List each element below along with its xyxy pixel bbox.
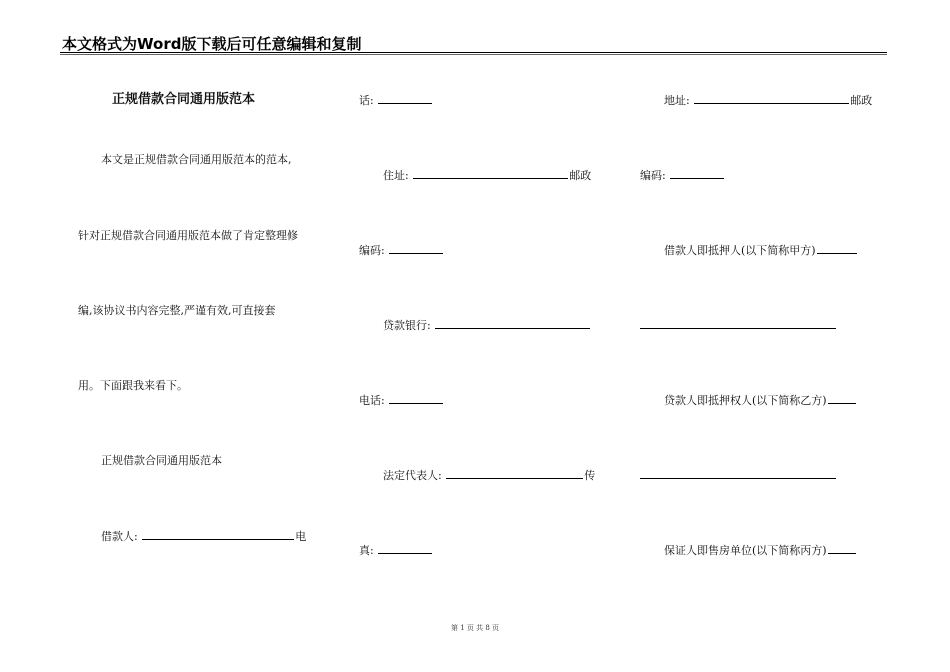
field-label: 借款人即抵押人(以下简称甲方)	[664, 244, 816, 257]
blank-underline	[435, 318, 590, 329]
postcode-field	[359, 243, 444, 258]
document-title: 正规借款合同通用版范本	[112, 92, 256, 107]
section-heading: 正规借款合同通用版范本	[101, 454, 222, 467]
blank-line	[640, 478, 836, 479]
fax-field	[359, 543, 433, 558]
blank-underline	[389, 243, 443, 254]
field-label: 保证人即售房单位(以下简称丙方)	[664, 544, 827, 557]
blank-underline	[142, 529, 294, 540]
blank-underline	[446, 468, 583, 479]
blank-underline	[694, 93, 849, 104]
paragraph-line: 编,该协议书内容完整,严谨有效,可直接套	[78, 304, 276, 317]
field-label: 话:	[359, 94, 374, 107]
legal-representative-field	[383, 468, 595, 483]
field-tail: 电	[295, 530, 307, 543]
postcode-field	[640, 168, 725, 183]
field-label: 贷款人即抵押权人(以下简称乙方)	[664, 394, 827, 407]
field-label: 法定代表人:	[383, 469, 442, 482]
blank-underline	[389, 393, 443, 404]
field-label: 编码:	[640, 169, 666, 182]
field-label: 电话:	[359, 394, 385, 407]
field-label: 贷款银行:	[383, 319, 431, 332]
party-c-heading	[664, 543, 857, 558]
party-b-heading	[664, 393, 857, 408]
blank-line	[640, 328, 836, 329]
field-label: 地址:	[664, 94, 690, 107]
header-rule	[60, 52, 887, 53]
blank-underline	[378, 93, 432, 104]
blank-underline	[670, 168, 724, 179]
address-field	[383, 168, 591, 183]
phone-field	[359, 93, 433, 108]
document-header: 本文格式为Word版下载后可任意编辑和复制	[62, 35, 362, 53]
field-label: 借款人:	[101, 530, 138, 543]
field-label: 住址:	[383, 169, 409, 182]
field-label: 真:	[359, 544, 374, 557]
borrower-field	[101, 529, 306, 544]
field-label: 编码:	[359, 244, 385, 257]
field-tail: 邮政	[850, 94, 873, 107]
blank-underline	[378, 543, 432, 554]
paragraph-line: 用。下面跟我来看下。	[78, 379, 188, 392]
phone-field	[359, 393, 444, 408]
party-a-heading	[664, 243, 858, 258]
address-field	[664, 93, 872, 108]
blank-underline	[828, 393, 856, 404]
paragraph-line: 本文是正规借款合同通用版范本的范本,	[101, 153, 292, 166]
blank-underline	[413, 168, 568, 179]
page-footer: 第 1 页 共 8 页	[450, 624, 500, 632]
field-tail: 传	[584, 469, 596, 482]
header-rule-thin	[60, 54, 887, 55]
blank-underline	[828, 543, 856, 554]
blank-underline	[817, 243, 857, 254]
lender-bank-field	[383, 318, 591, 333]
field-tail: 邮政	[569, 169, 592, 182]
paragraph-line: 针对正规借款合同通用版范本做了肯定整理修	[78, 229, 298, 242]
